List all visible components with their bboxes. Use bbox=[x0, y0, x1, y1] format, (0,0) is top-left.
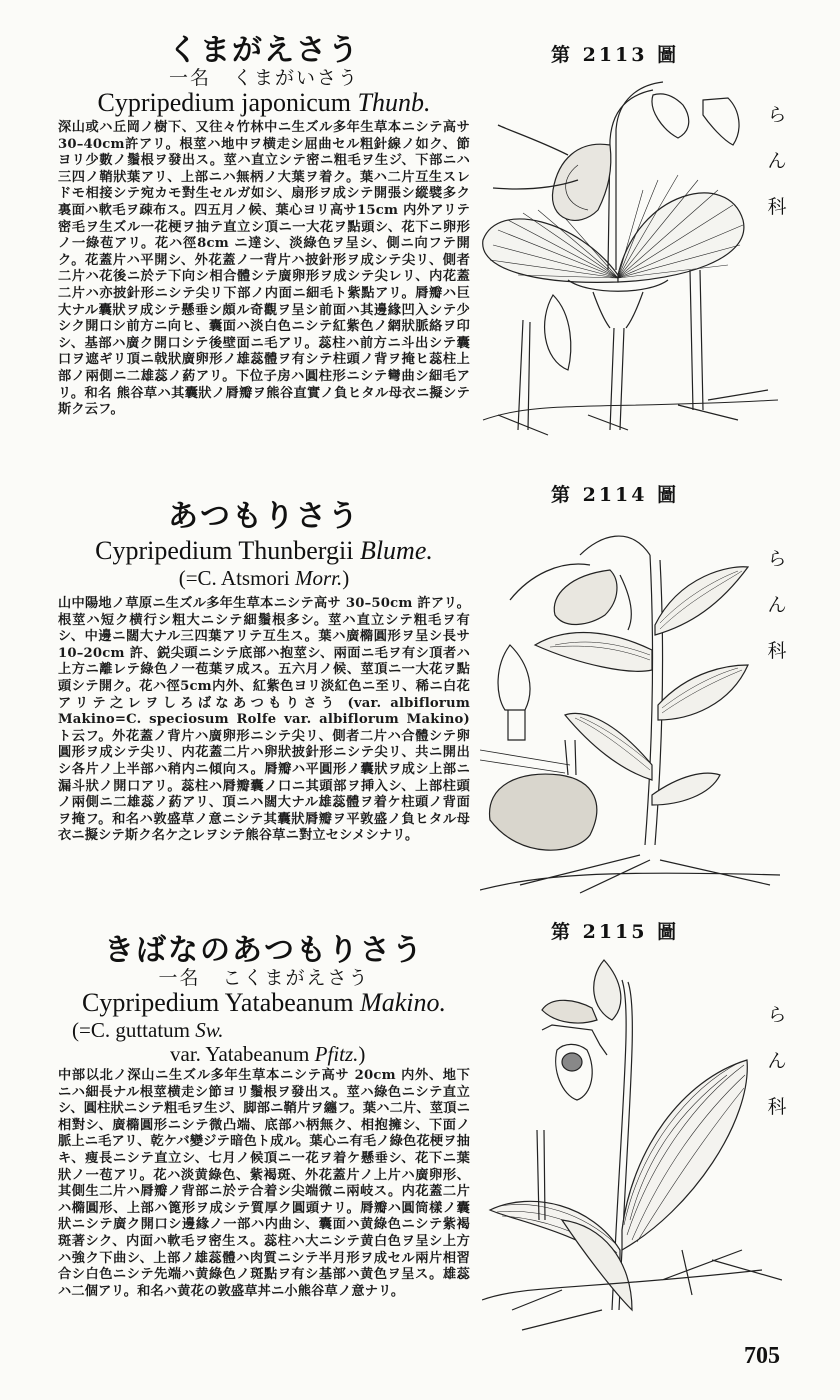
scientific-name: Cypripedium japonicum bbox=[97, 88, 351, 117]
entry-title-jp: あつもりさう bbox=[168, 499, 360, 534]
illustration-cypripedium-japonicum bbox=[478, 70, 778, 440]
family-char: 科 bbox=[767, 196, 787, 218]
synonym-line-2 bbox=[58, 1042, 470, 1066]
entry-description bbox=[58, 1068, 470, 1300]
synonym-author: Morr. bbox=[295, 566, 343, 590]
family-char: 科 bbox=[767, 640, 787, 662]
scientific-name-line bbox=[58, 988, 470, 1018]
synonym-close: ) bbox=[342, 566, 350, 590]
entry-kibananoatsumorisou bbox=[58, 934, 470, 1300]
illustration-cypripedium-thunbergii bbox=[480, 505, 780, 895]
alias-line bbox=[58, 968, 470, 988]
scientific-name: Cypripedium Thunbergii bbox=[95, 536, 354, 565]
author-name: Thunb. bbox=[357, 88, 431, 117]
family-char: 科 bbox=[767, 1096, 787, 1118]
entry-title-jp: きばなのあつもりさう bbox=[104, 933, 424, 968]
family-char: ら bbox=[767, 1004, 787, 1026]
alias-name: こくまがえさう bbox=[222, 967, 370, 989]
synonym-name: (=C. guttatum bbox=[72, 1018, 196, 1042]
description-paragraph: 山中陽地ノ草原ニ生ズル多年生草本ニシテ高サ 30–50cm 許アリ。根莖ハ短ク横行シ粗大ニシテ細鬚根多シ。莖ハ直立シテ粗毛ヲ有シ、中邊ニ闊大ナル三四葉アリテ互生ス。葉ハ廣橢圓形ヲ呈シ長サ10–20cm 許、鋭尖頭ニシテ底部ハ抱莖シ、兩面ニ毛ヲ有シ頂者ハ上方ニ離レテ綠色ノ一苞葉ヲ成ス。五六月ノ候、莖頂ニ一大花ヲ點頭シテ開ク。花ハ徑5cm内外、紅紫色ヨリ淡紅色ニ至リ、稀ニ白花アリテ之レヲしろばなあつもりさう (var. albiflorum Makino=C. speciosum Rolfe var. albiflorum Makino) ト云フ。外花蓋ノ背片ハ廣卵形ニシテ尖リ、側者二片ハ合體シテ卵圓形ヲ成シテ尖リ、内花蓋二片ハ卵狀披針形ニシテ尖リ、共ニ開出シ各片ノ上半部ハ稍内ニ傾向ス。脣瓣ハ平圓形ノ囊狀ヲ成シ上部ニ漏斗狀ノ開口アリ。蕊柱ハ脣瓣囊ノ口ニ其頭部ヲ挿入シ、上部柱頭ノ兩側ニ二雄蕊ノ葯アリ、頂ニハ闊大ナル雄蕊體ヲ着ケ柱頭ノ背面ヲ掩フ。和名ハ敦盛草ノ意ニシテ其囊狀脣瓣ヲ平敦盛ノ負ヒタル母衣ニ擬シテ斯ク名ケ之レヲシテ熊谷草ニ對立セシメシナリ。 bbox=[58, 596, 470, 844]
synonym-variety: var. Yatabeanum bbox=[170, 1042, 315, 1066]
family-char: ら bbox=[767, 104, 787, 126]
entry-description bbox=[58, 120, 470, 419]
entry-atsumorisou bbox=[58, 500, 470, 845]
family-char: ん bbox=[767, 150, 787, 172]
synonym-close: ) bbox=[358, 1042, 366, 1066]
alias-name: くまがいさう bbox=[233, 67, 360, 89]
description-paragraph: 深山或ハ丘岡ノ樹下、又往々竹林中ニ生ズル多年生草本ニシテ高サ30–40cm許アリ。根莖ハ地中ヲ横走シ屈曲セル粗針線ノ如ク、節ヨリ少數ノ鬚根ヲ發出ス。莖ハ直立シテ密ニ粗毛ヲ生ジ、下部ニハ三四ノ鞘狀葉アリ、上部ニハ無柄ノ大葉ヲ着ク。葉ハ二片互生スレドモ相接シテ宛カモ對生セルガ如シ、扇形ヲ成シテ開張シ縱襞多ク裏面ハ軟毛ヲ疎布ス。四五月ノ候、葉心ヨリ高サ15cm 内外アリテ密毛ヲ生ズル一花梗ヲ抽テ直立シ頂ニ一大花ヲ點頭シ、花下ニ卵形ノ一綠苞アリ。花ハ徑8cm ニ達シ、淡綠色ヲ呈シ、側ニ向フテ開ク。花蓋片ハ平開シ、外花蓋ノ一背片ハ披針形ヲ成シテ尖リ、側者二片ハ花後ニ於テ下向シ相合體シテ廣卵形ヲ成シテ尖レリ、内花蓋二片ハ亦披針形ニシテ尖リ下部ノ内面ニ細毛ト紫點アリ。脣瓣ハ巨大ナル囊狀ヲ成シテ懸垂シ頗ル奇觀ヲ呈シ前面ハ其邊緣凹入シテ少シク開口シ前方ニ向ヒ、囊面ハ淡白色ニシテ紅紫色ノ網狀脈絡ヲ印シ、基部ハ廣ク開口シテ後壁面ニ毛アリ。蕊柱ハ前方ニ斗出シテ囊口ヲ遮ギリ頂ニ戟狀廣卵形ノ雄蕊體ヲ有シテ柱頭ノ背ヲ掩ヒ蕊柱上部ノ兩側ニ二雄蕊ノ葯アリ。下位子房ハ圓柱形ニシテ彎曲シ細毛アリ。和名 熊谷草ハ其囊狀ノ脣瓣ヲ熊谷直實ノ負ヒタル母衣ニ擬シテ斯ク云フ。 bbox=[58, 120, 470, 418]
entry-description bbox=[58, 596, 470, 845]
family-char: ん bbox=[767, 1050, 787, 1072]
family-char: ん bbox=[767, 594, 787, 616]
figure-label-2114: 第 2114 圖 bbox=[551, 484, 680, 506]
synonym-name: (=C. Atsmori bbox=[178, 566, 295, 590]
scientific-name: Cypripedium Yatabeanum bbox=[82, 988, 354, 1017]
alias-label: 一名 bbox=[158, 967, 201, 989]
description-paragraph: 中部以北ノ深山ニ生ズル多年生草本ニシテ高サ 20cm 内外、地下ニハ細長ナル根莖横走シ節ヨリ鬚根ヲ發出ス。莖ハ綠色ニシテ直立シ、圓柱狀ニシテ粗毛ヲ生ジ、脚部ニ鞘片ヲ纏フ。葉ハ二片、莖頂ニ相對シ、廣橢圓形ニシテ微凸端、底部ハ柄無ク、相抱擁シ、下面ノ脈上ニ毛アリ、乾ケバ變ジテ暗色ト成ル。葉心ニ有毛ノ綠色花梗ヲ抽キ、痩長ニシテ直立シ、七月ノ候頂ニ一花ヲ着ケ懸垂シ、花下ニ葉狀ノ一苞アリ。花ハ淡黄綠色、紫褐斑、外花蓋片ノ上片ハ廣卵形、其側生二片ハ脣瓣ノ背部ニ於テ合着シ尖端微ニ兩岐ス。内花蓋二片ハ橢圓形、上部ハ篦形ヲ成シテ質厚ク圓頭ナリ。脣瓣ハ圓筒樣ノ囊狀ニシテ廣ク開口シ邊緣ノ一部ハ内曲シ、囊面ハ黄綠色ニシテ紫褐斑著シク、内面ハ軟毛ヲ密生ス。蕊柱ハ大ニシテ黄白色ヲ呈シ上方ハ強ク下曲シ、上部ノ雄蕊體ハ肉質ニシテ半月形ヲ成セル兩片相習合シ白色ニシテ先端ハ黄綠色ノ斑點ヲ有シ基部ハ黄色ヲ呈ス。雄蕊ハ二個アリ。和名ハ黄花の敦盛草丼ニ小熊谷草ノ意ナリ。 bbox=[58, 1068, 470, 1299]
author-name: Blume. bbox=[359, 536, 433, 565]
family-char: ら bbox=[767, 548, 787, 570]
synonym-author: Sw. bbox=[195, 1018, 224, 1042]
author-name: Makino. bbox=[360, 988, 446, 1017]
synonym-author: Pfitz. bbox=[314, 1042, 359, 1066]
alias-line bbox=[58, 68, 470, 88]
scientific-name-line bbox=[58, 536, 470, 566]
alias-label: 一名 bbox=[168, 67, 211, 89]
entry-title-jp: くまがえさう bbox=[168, 33, 360, 68]
synonym-line bbox=[58, 566, 470, 590]
figure-label-2115: 第 2115 圖 bbox=[551, 921, 680, 943]
scientific-name-line bbox=[58, 88, 470, 118]
illustration-cypripedium-yatabeanum bbox=[482, 950, 782, 1340]
entry-kumagaesou bbox=[58, 34, 470, 419]
figure-label-2113: 第 2113 圖 bbox=[551, 44, 680, 66]
synonym-line bbox=[58, 1018, 470, 1042]
page-number: 705 bbox=[744, 1343, 780, 1369]
